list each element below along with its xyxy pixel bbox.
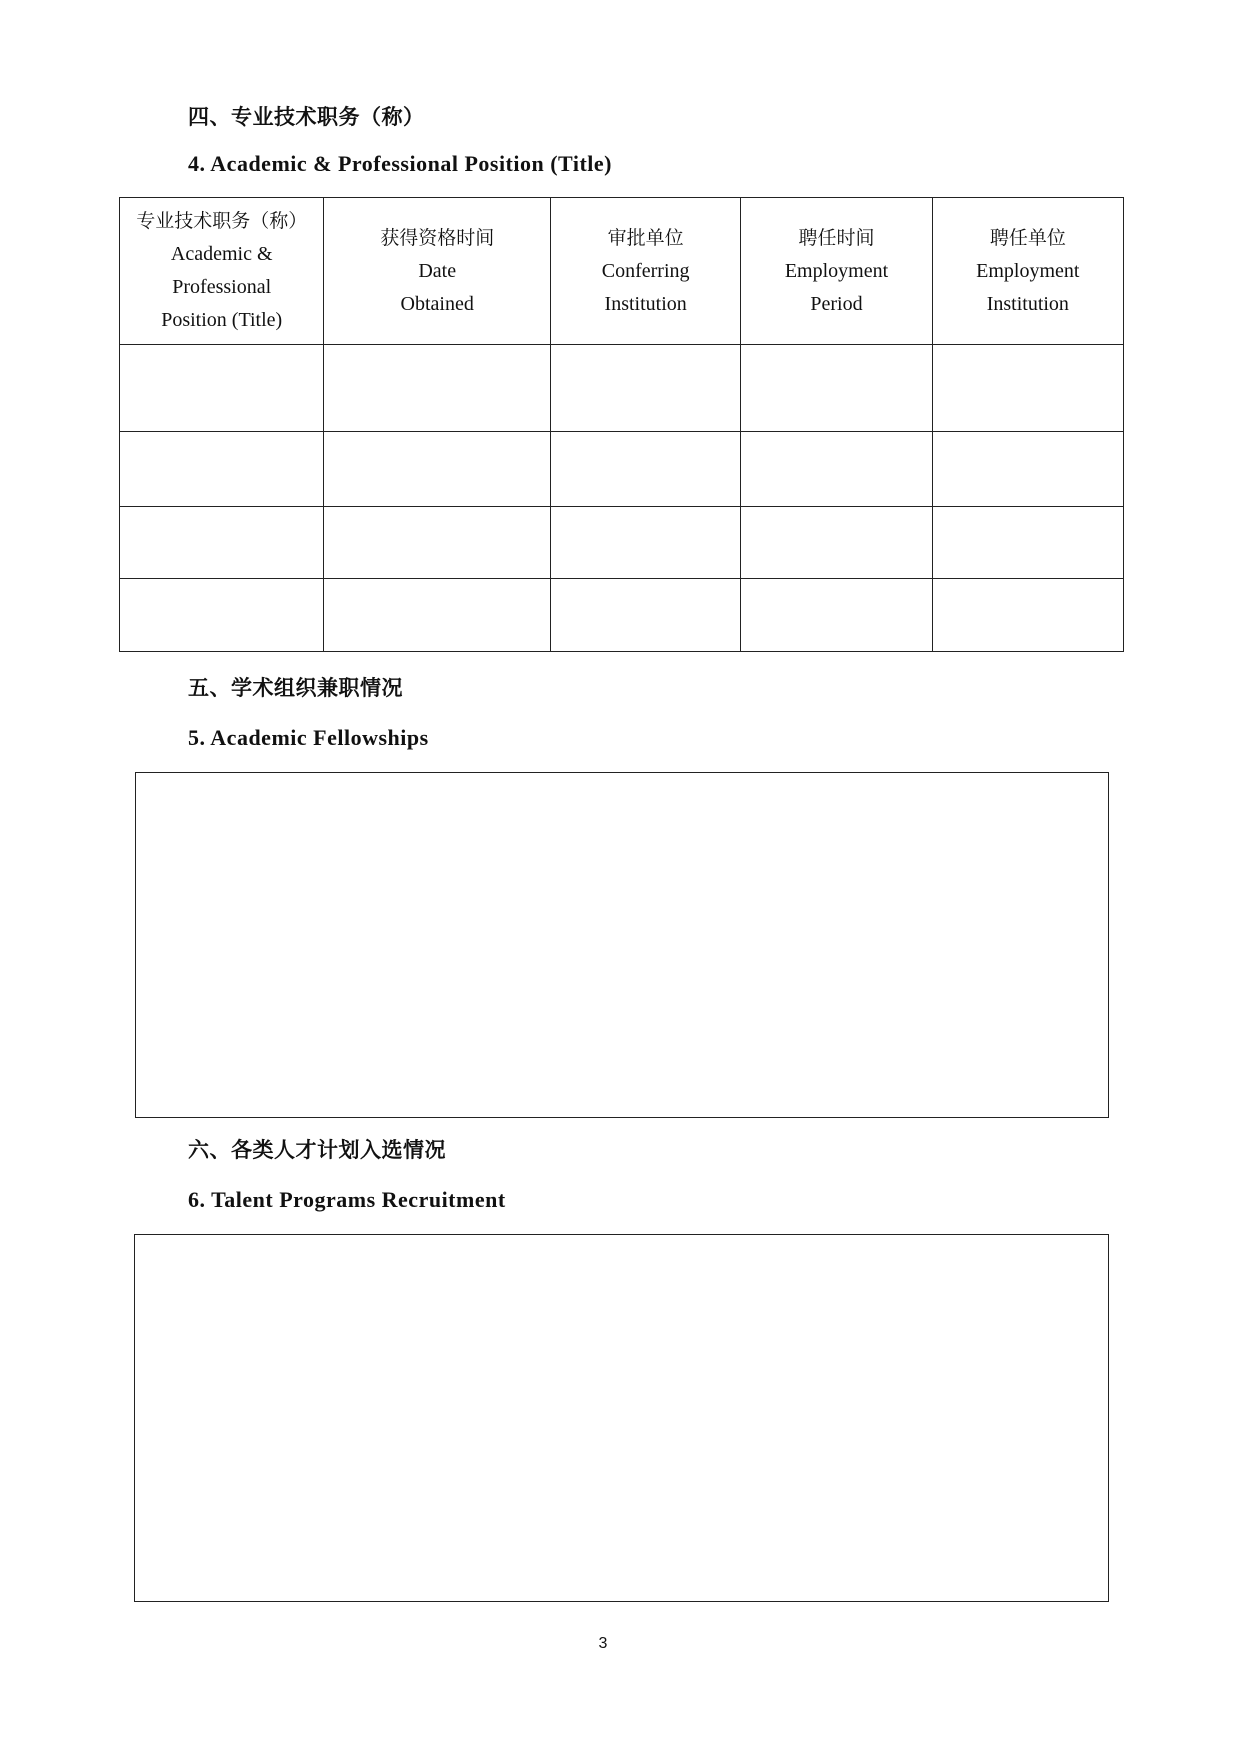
table-cell[interactable] [324,432,551,507]
table-row [120,579,1124,652]
table-cell[interactable] [120,579,324,652]
table-cell[interactable] [120,432,324,507]
column-header-cn: 审批单位 [607,226,684,249]
table-row [120,345,1124,432]
section-6-title-en: 6. Talent Programs Recruitment [188,1187,506,1212]
table-cell[interactable] [741,579,932,652]
section-4-title-en: 4. Academic & Professional Position (Title) [188,151,612,176]
column-header-en: Position (Title) [161,309,283,331]
column-header-en: Institution [604,292,687,315]
table-cell[interactable] [741,345,932,432]
table-cell[interactable] [551,579,741,652]
table-cell[interactable] [324,345,551,432]
table-header-row [120,198,1124,345]
column-header-en: Employment [976,259,1080,282]
table-cell[interactable] [741,507,932,579]
table-cell[interactable] [120,345,324,432]
column-header-conferring-institution [551,198,741,345]
table-cell[interactable] [551,345,741,432]
table-cell[interactable] [932,507,1123,579]
table-cell[interactable] [932,432,1123,507]
column-header-employment-period [741,198,932,345]
column-header-cn: 聘任单位 [989,226,1066,249]
column-header-en: Conferring [601,259,690,282]
academic-fellowships-box[interactable] [135,772,1109,1118]
table-row [120,432,1124,507]
table-cell[interactable] [932,345,1123,432]
talent-programs-box[interactable] [134,1234,1109,1602]
column-header-en: Period [810,292,863,315]
column-header-position [120,198,324,345]
column-header-en: Professional [172,276,272,298]
column-header-en: Institution [986,292,1069,315]
table-row [120,507,1124,579]
table-cell[interactable] [551,507,741,579]
table-cell[interactable] [120,507,324,579]
table-cell[interactable] [932,579,1123,652]
table-cell[interactable] [324,507,551,579]
column-header-cn: 获得资格时间 [380,226,495,249]
column-header-en: Employment [784,259,889,282]
section-5-title-en: 5. Academic Fellowships [188,725,429,750]
column-header-cn: 聘任时间 [798,226,875,249]
column-header-cn: 专业技术职务（称） [136,210,308,232]
column-header-en: Academic & [170,243,273,265]
column-header-en: Obtained [400,292,474,315]
section-5-title-cn: 五、学术组织兼职情况 [188,675,403,700]
column-header-en: Date [418,259,457,282]
table-cell[interactable] [551,432,741,507]
table-cell[interactable] [741,432,932,507]
section-6-title-cn: 六、各类人才计划入选情况 [188,1137,446,1162]
section-4-title-cn: 四、专业技术职务（称） [188,104,425,129]
page-number: 3 [598,1635,608,1652]
column-header-date-obtained [324,198,551,345]
column-header-employment-institution [932,198,1123,345]
position-table [119,197,1124,652]
table-cell[interactable] [324,579,551,652]
